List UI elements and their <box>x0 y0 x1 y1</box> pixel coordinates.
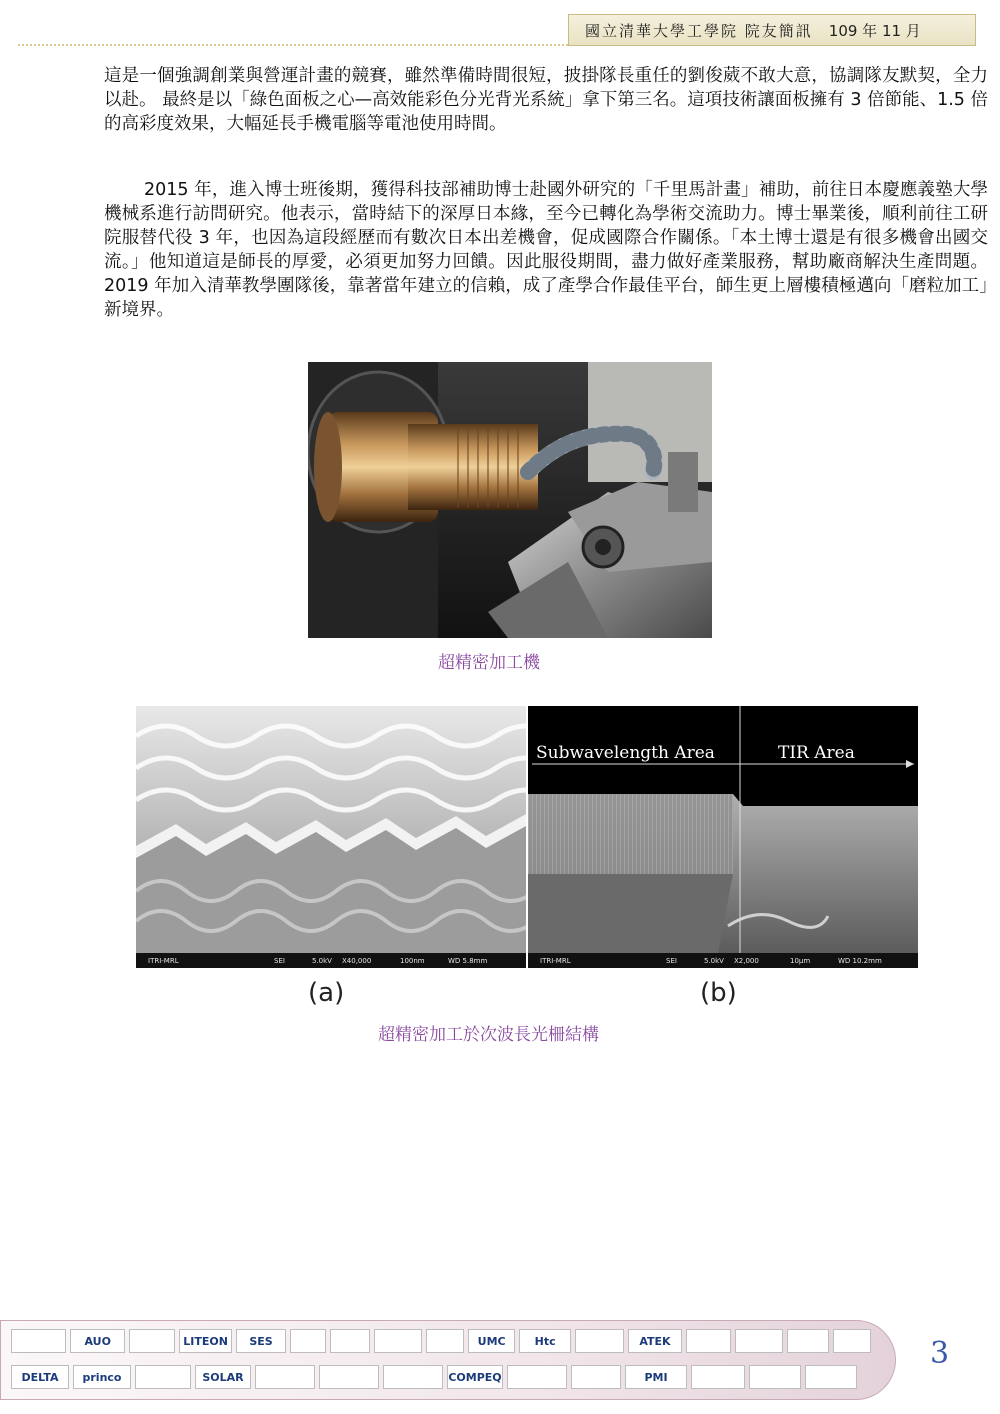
subwavelength-area-label: Subwavelength Area <box>536 743 715 763</box>
sem-b-bar-text-2: SEI <box>666 957 677 965</box>
sem-a-bar-text-2: SEI <box>274 957 285 965</box>
sponsor-logo <box>691 1365 745 1389</box>
figure-1-caption: 超精密加工機 <box>438 653 540 673</box>
sponsor-logo <box>571 1365 621 1389</box>
sem-a-bar-text-3: 5.0kV <box>312 957 332 965</box>
sem-b-bar-text-1: ITRI-MRL <box>540 957 571 965</box>
sponsor-logo <box>575 1329 624 1353</box>
sponsor-logo: LITEON <box>179 1329 232 1353</box>
sponsor-logo <box>426 1329 464 1353</box>
sponsor-logo <box>319 1365 379 1389</box>
sem-b-bar-text-3: 5.0kV <box>704 957 724 965</box>
sponsor-logo: Htc <box>519 1329 570 1353</box>
sem-a-bar-text-4: X40,000 <box>342 957 372 965</box>
sem-b-bar-text-5: 10μm <box>790 957 811 965</box>
sponsor-logo-row-2 <box>11 1365 871 1389</box>
sponsor-logo <box>749 1365 801 1389</box>
tir-area-label: TIR Area <box>778 743 855 763</box>
sponsor-logo: UMC <box>468 1329 516 1353</box>
sponsor-logo <box>735 1329 783 1353</box>
sponsor-logo: PMI <box>625 1365 687 1389</box>
page-number: 3 <box>930 1336 950 1371</box>
sem-a-bar-text-1: ITRI-MRL <box>148 957 179 965</box>
sponsor-logo <box>805 1365 857 1389</box>
sponsor-logo: SOLAR <box>195 1365 251 1389</box>
issue-date: 109 年 11 月 <box>828 21 921 40</box>
body-paragraph-2 <box>104 178 988 322</box>
sponsor-logo <box>290 1329 326 1353</box>
figure-2-caption: 超精密加工於次波長光柵結構 <box>378 1025 599 1045</box>
sem-b-bar-text-4: X2,000 <box>734 957 759 965</box>
sponsor-logo: COMPEQ <box>447 1365 503 1389</box>
sponsor-logo <box>374 1329 422 1353</box>
sponsor-logo <box>11 1329 66 1353</box>
sponsor-logo <box>129 1329 175 1353</box>
sponsor-logo: ATEK <box>628 1329 681 1353</box>
ultra-precision-machine-photo <box>308 362 712 638</box>
panel-a-label: (a) <box>308 978 345 1008</box>
sponsor-logo <box>686 1329 732 1353</box>
sponsor-logo: AUO <box>70 1329 125 1353</box>
sponsor-logo <box>787 1329 829 1353</box>
sem-b-bar-text-6: WD 10.2mm <box>838 957 882 965</box>
sponsor-logo <box>330 1329 370 1353</box>
sponsor-logo <box>135 1365 191 1389</box>
newsletter-title: 國立清華大學工學院 院友簡訊 <box>585 21 813 40</box>
sponsor-logo: princo <box>73 1365 131 1389</box>
header-banner <box>568 14 976 46</box>
body-paragraph-1: 這是一個強調創業與營運計畫的競賽，雖然準備時間很短，披掛隊長重任的劉俊葳不敢大意，協調隊友默契，全力以赴。 最終是以「綠色面板之心—高效能彩色分光背光系統」拿下第三名。這項技術讓面板擁有 3 倍節能、1.5 倍的高彩度效果，大幅延長手機電腦等電池使用時間。 <box>104 66 988 134</box>
sponsor-logo-row-1 <box>11 1329 871 1353</box>
sponsor-footer <box>0 1320 896 1400</box>
panel-b-label: (b) <box>700 978 737 1008</box>
sem-image-a <box>136 706 526 968</box>
sem-image-b <box>528 706 918 968</box>
sponsor-logo <box>833 1329 871 1353</box>
sponsor-logo: DELTA <box>11 1365 69 1389</box>
sponsor-logo: SES <box>236 1329 285 1353</box>
sem-a-bar-text-6: WD 5.8mm <box>448 957 488 965</box>
body-paragraph-2-text: 2015 年，進入博士班後期，獲得科技部補助博士赴國外研究的「千里馬計畫」補助，前往日本慶應義塾大學機械系進行訪問研究。他表示，當時結下的深厚日本緣，至今已轉化為學術交流助力。博士畢業後，順利前往工研院服替代役 3 年，也因為這段經歷而有數次日本出差機會，促成國際合作關係。「本土博士還是有很多機會出國交流。」他知道這是師長的厚愛，必須更加努力回饋。因此服役期間，盡力做好產業服務，幫助廠商解決生產問題。2019 年加入清華教學團隊後，靠著當年建立的信賴，成了產學合作最佳平台，師生更上層樓積極邁向「磨粒加工」新境界。 <box>104 180 988 320</box>
sem-a-bar-text-5: 100nm <box>400 957 425 965</box>
sponsor-logo <box>255 1365 315 1389</box>
sponsor-logo <box>507 1365 567 1389</box>
sponsor-logo <box>383 1365 443 1389</box>
